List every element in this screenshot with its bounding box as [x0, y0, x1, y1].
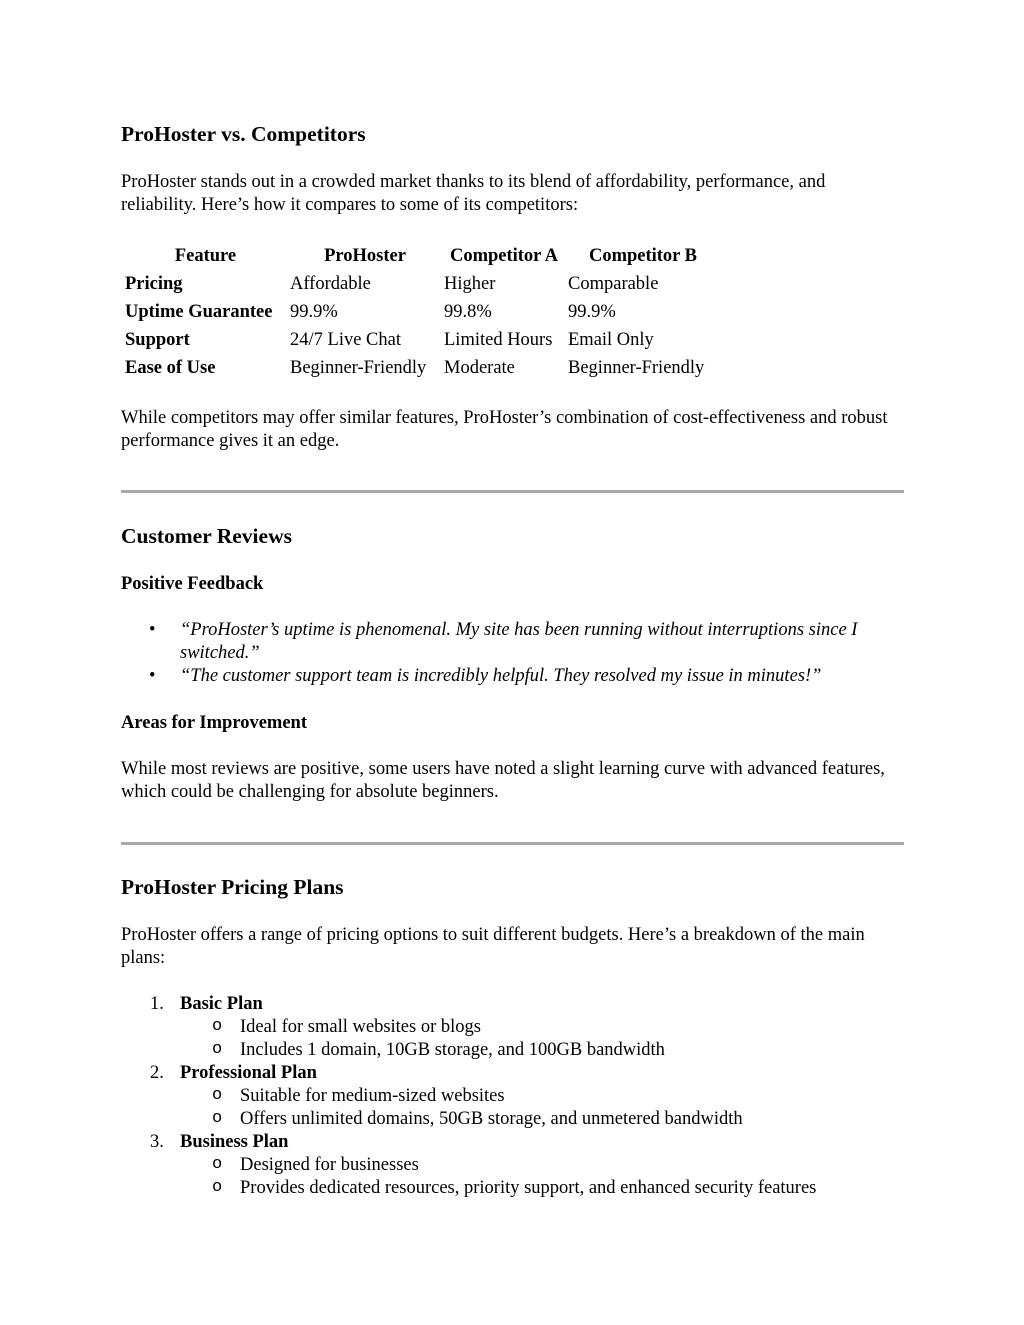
- list-item: [121, 619, 881, 665]
- table-row: [124, 270, 719, 298]
- plan-name: Basic Plan: [180, 994, 263, 1014]
- plan-number: 1.: [150, 994, 164, 1014]
- plan-detail-text: Includes 1 domain, 10GB storage, and 100GB bandwidth: [240, 1040, 665, 1060]
- table-header-feature: Feature: [174, 245, 237, 266]
- table-row-label: Support: [125, 329, 190, 350]
- circle-bullet-icon: o: [212, 1155, 223, 1174]
- plan-details: [180, 1154, 904, 1200]
- pricing-plans-list: [121, 993, 904, 1200]
- bullet-icon: •: [149, 666, 156, 686]
- table-header-competitor-b: Competitor B: [588, 245, 698, 266]
- table-cell: Beginner-Friendly: [568, 357, 705, 378]
- table-header-prohoster: ProHoster: [324, 245, 406, 266]
- plan-detail-item: [180, 1108, 904, 1131]
- circle-bullet-icon: o: [212, 1040, 223, 1059]
- plan-detail-text: Offers unlimited domains, 50GB storage, and unmetered bandwidth: [240, 1109, 743, 1129]
- plan-detail-item: [180, 1085, 904, 1108]
- table-cell: 99.9%: [568, 301, 616, 322]
- plan-number: 3.: [150, 1132, 164, 1152]
- table-cell: 99.9%: [290, 301, 338, 322]
- list-item: [121, 665, 881, 688]
- circle-bullet-icon: o: [212, 1178, 223, 1197]
- table-cell: Email Only: [568, 329, 654, 350]
- table-row-label: Ease of Use: [125, 357, 216, 378]
- comparison-table: [122, 242, 721, 382]
- plan-item: [121, 1131, 904, 1200]
- plan-name: Business Plan: [180, 1132, 289, 1152]
- plan-details: [180, 1016, 904, 1062]
- improvement-text: While most reviews are positive, some users have noted a slight learning curve with advanced features, which could be challenging for absolute beginners.: [121, 759, 885, 802]
- comparison-table-header-row: [124, 242, 719, 270]
- pricing-heading: ProHoster Pricing Plans: [121, 875, 344, 899]
- table-cell: Comparable: [568, 273, 659, 294]
- plan-detail-text: Designed for businesses: [240, 1155, 419, 1175]
- plan-details: [180, 1085, 904, 1131]
- table-row: [124, 326, 719, 354]
- positive-feedback-heading: Positive Feedback: [121, 574, 264, 594]
- plan-detail-text: Provides dedicated resources, priority support, and enhanced security features: [240, 1178, 817, 1198]
- table-cell: Moderate: [444, 357, 515, 378]
- plan-number: 2.: [150, 1063, 164, 1083]
- table-row-label: Uptime Guarantee: [125, 301, 273, 322]
- plan-detail-item: [180, 1039, 904, 1062]
- table-header-competitor-a: Competitor A: [449, 245, 559, 266]
- reviews-heading: Customer Reviews: [121, 524, 292, 548]
- plan-item: [121, 1062, 904, 1131]
- table-cell: Higher: [444, 273, 496, 294]
- table-cell: Affordable: [290, 273, 371, 294]
- table-row-label: Pricing: [125, 273, 183, 294]
- competitors-conclusion: While competitors may offer similar features, ProHoster’s combination of cost-effectiveness and robust performance gives it an edge.: [121, 408, 888, 451]
- section-divider: [121, 490, 904, 493]
- plan-detail-text: Ideal for small websites or blogs: [240, 1017, 481, 1037]
- plan-name: Professional Plan: [180, 1063, 317, 1083]
- circle-bullet-icon: o: [212, 1109, 223, 1128]
- section-divider: [121, 842, 904, 845]
- table-cell: 24/7 Live Chat: [290, 329, 401, 350]
- review-quote: “The customer support team is incredibly helpful. They resolved my issue in minutes!”: [180, 666, 822, 686]
- plan-detail-item: [180, 1177, 904, 1200]
- positive-feedback-list: [121, 619, 881, 688]
- review-quote: “ProHoster’s uptime is phenomenal. My site has been running without interruptions since I switched.”: [180, 620, 858, 663]
- plan-detail-item: [180, 1154, 904, 1177]
- table-row: [124, 298, 719, 326]
- plan-item: [121, 993, 904, 1062]
- plan-detail-item: [180, 1016, 904, 1039]
- bullet-icon: •: [149, 620, 156, 640]
- circle-bullet-icon: o: [212, 1086, 223, 1105]
- table-row: [124, 354, 719, 382]
- competitors-intro: ProHoster stands out in a crowded market thanks to its blend of affordability, performance, and reliability. Here’s how it compares to some of its competitors:: [121, 172, 826, 215]
- table-cell: Beginner-Friendly: [290, 357, 427, 378]
- plan-detail-text: Suitable for medium-sized websites: [240, 1086, 505, 1106]
- table-cell: Limited Hours: [444, 329, 553, 350]
- pricing-intro: ProHoster offers a range of pricing options to suit different budgets. Here’s a breakdown of the main plans:: [121, 925, 865, 968]
- circle-bullet-icon: o: [212, 1017, 223, 1036]
- improvement-heading: Areas for Improvement: [121, 713, 307, 733]
- competitors-heading: ProHoster vs. Competitors: [121, 122, 366, 146]
- table-cell: 99.8%: [444, 301, 492, 322]
